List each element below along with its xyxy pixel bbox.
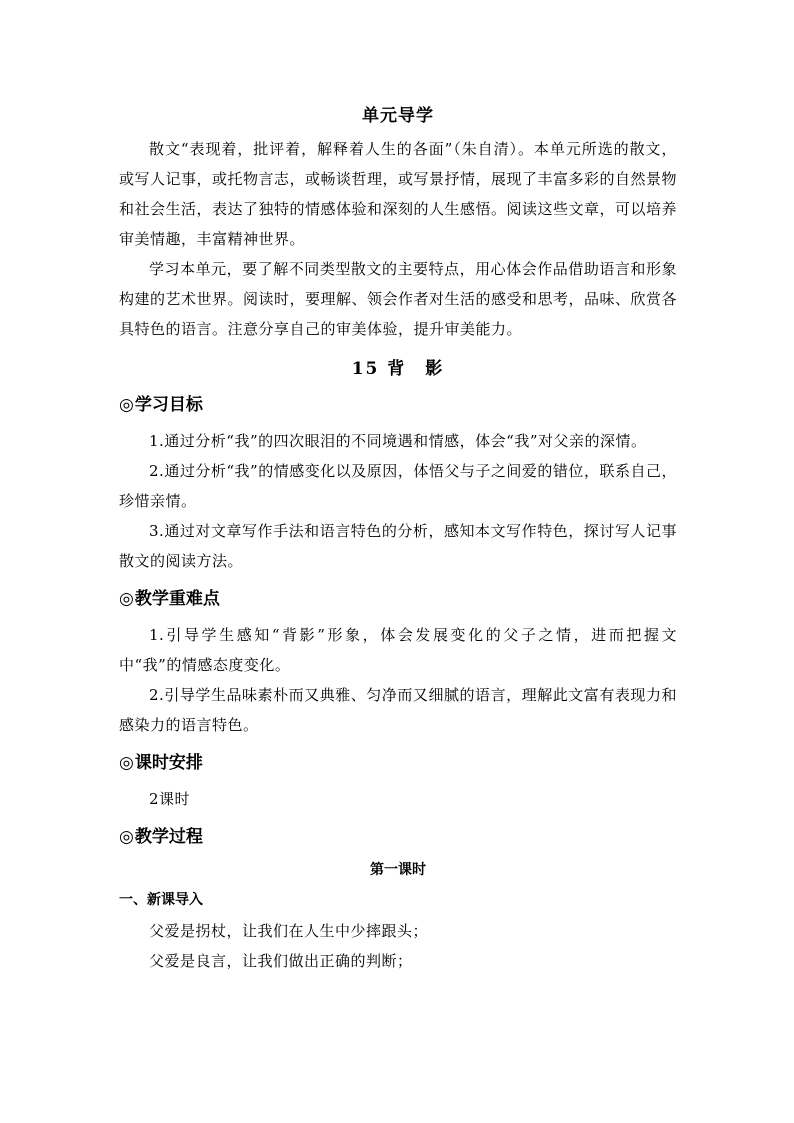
section-heading-text: 教学重难点 <box>134 589 220 609</box>
section-heading-process <box>119 824 677 850</box>
lesson-title: 15 背 影 <box>351 359 445 379</box>
section-heading-schedule <box>119 750 677 776</box>
section-mark-icon: ◎ <box>119 395 134 415</box>
section-heading-text: 教学过程 <box>134 827 203 847</box>
unit-paragraph-1: 散文“表现着，批评着，解释着人生的各面”（朱自清）。本单元所选的散文，或写人记事，或托物言志，或畅谈哲理，或写景抒情，展现了丰富多彩的自然景物和社会生活，表达了独特的情感体验和深刻的人生感悟。阅读这些文章，可以培养审美情趣，丰富精神世界。 <box>119 140 678 248</box>
goal-item-1: 1.通过分析“我”的四次眼泪的不同境遇和情感，体会“我”对父亲的深情。 <box>149 432 647 450</box>
section-heading-keypoints <box>119 586 677 612</box>
section-heading-text: 学习目标 <box>134 395 203 415</box>
unit-paragraph-2: 学习本单元，要了解不同类型散文的主要特点，用心体会作品借助语言和形象构建的艺术世界。阅读时，要理解、领会作者对生活的感受和思考，品味、欣赏各具特色的语言。注意分享自己的审美体验，提升审美能力。 <box>119 260 678 338</box>
section-mark-icon: ◎ <box>119 589 134 609</box>
process-line-1: 父爱是拐杖，让我们在人生中少摔跟头； <box>149 922 429 940</box>
process-line-2: 父爱是良言，让我们做出正确的判断； <box>149 952 413 970</box>
page-content <box>119 103 677 976</box>
section-heading-goals <box>119 392 677 418</box>
section-mark-icon: ◎ <box>119 753 134 773</box>
unit-title: 单元导学 <box>362 106 434 126</box>
keypoint-item-2: 2.引导学生品味素朴而又典雅、匀净而又细腻的语言，理解此文富有表现力和感染力的语言特色。 <box>119 686 677 734</box>
goal-item-2: 2.通过分析“我”的情感变化以及原因，体悟父与子之间爱的错位，联系自己，珍惜亲情。 <box>119 462 677 510</box>
goal-item-3: 3.通过对文章写作手法和语言特色的分析，感知本文写作特色，探讨写人记事散文的阅读方法。 <box>119 522 677 570</box>
step-title: 一、新课导入 <box>119 892 203 908</box>
schedule-text: 2课时 <box>149 790 191 808</box>
period-title: 第一课时 <box>370 862 426 878</box>
keypoint-item-1: 1.引导学生感知“背影”形象，体会发展变化的父子之情，进而把握文中“我”的情感态度变化。 <box>119 626 677 674</box>
section-mark-icon: ◎ <box>119 827 134 847</box>
section-heading-text: 课时安排 <box>134 753 203 773</box>
